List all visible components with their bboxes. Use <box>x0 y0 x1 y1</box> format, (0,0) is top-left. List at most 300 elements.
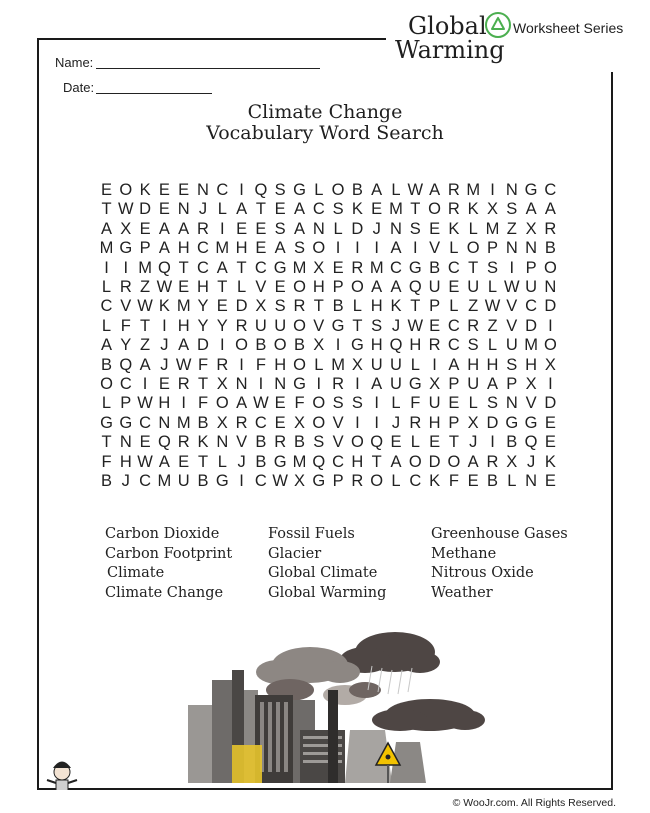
grid-letter[interactable]: B <box>100 355 112 374</box>
grid-letter[interactable]: P <box>448 413 460 432</box>
grid-letter[interactable]: E <box>255 239 267 258</box>
grid-letter[interactable]: E <box>544 413 556 432</box>
grid-letter[interactable]: J <box>391 316 401 335</box>
grid-letter[interactable]: L <box>449 297 459 316</box>
grid-letter[interactable]: K <box>197 433 209 452</box>
grid-letter[interactable]: V <box>506 297 518 316</box>
grid-letter[interactable]: O <box>293 316 306 335</box>
grid-letter[interactable]: E <box>448 278 460 296</box>
grid-letter[interactable]: G <box>524 413 538 432</box>
grid-letter[interactable]: K <box>158 297 170 316</box>
grid-letter[interactable]: C <box>100 297 113 316</box>
grid-letter[interactable]: W <box>253 394 269 413</box>
grid-letter[interactable]: U <box>370 355 383 374</box>
grid-letter[interactable]: U <box>177 472 190 490</box>
grid-letter[interactable]: M <box>331 355 345 374</box>
grid-letter[interactable]: G <box>293 375 306 393</box>
grid-letter[interactable]: O <box>273 336 287 355</box>
grid-letter[interactable]: F <box>101 452 112 471</box>
grid-letter[interactable]: S <box>486 258 498 277</box>
grid-letter[interactable]: G <box>408 375 422 393</box>
grid-letter[interactable]: B <box>197 472 209 490</box>
grid-letter[interactable]: M <box>485 219 500 238</box>
grid-letter[interactable]: Q <box>370 433 384 452</box>
grid-letter[interactable]: C <box>119 375 132 393</box>
grid-letter[interactable]: H <box>486 355 499 374</box>
grid-letter[interactable]: P <box>525 258 537 277</box>
grid-letter[interactable]: U <box>467 375 480 393</box>
grid-letter[interactable]: I <box>432 355 437 374</box>
grid-letter[interactable]: P <box>486 239 498 258</box>
grid-letter[interactable]: Z <box>140 336 151 355</box>
grid-letter[interactable]: Q <box>157 258 171 277</box>
grid-letter[interactable]: D <box>486 413 499 432</box>
grid-letter[interactable]: C <box>312 200 325 219</box>
grid-letter[interactable]: B <box>332 297 344 316</box>
grid-letter[interactable]: I <box>220 219 225 238</box>
grid-letter[interactable]: A <box>467 452 479 471</box>
grid-letter[interactable]: T <box>217 278 228 296</box>
grid-letter[interactable]: K <box>429 472 441 490</box>
grid-letter[interactable]: A <box>371 375 383 393</box>
grid-letter[interactable]: L <box>333 219 343 238</box>
grid-letter[interactable]: H <box>370 336 383 355</box>
grid-letter[interactable]: X <box>429 375 441 393</box>
grid-letter[interactable]: G <box>408 258 422 277</box>
grid-letter[interactable]: R <box>351 472 364 490</box>
grid-letter[interactable]: U <box>390 355 402 374</box>
grid-letter[interactable]: N <box>390 219 402 238</box>
grid-letter[interactable]: O <box>215 394 229 413</box>
grid-letter[interactable]: T <box>197 375 209 393</box>
grid-letter[interactable]: D <box>544 394 557 413</box>
grid-letter[interactable]: L <box>101 316 112 335</box>
grid-letter[interactable]: A <box>448 355 460 374</box>
grid-letter[interactable]: O <box>293 278 306 296</box>
grid-letter[interactable]: N <box>197 181 209 199</box>
grid-letter[interactable]: E <box>467 472 479 490</box>
grid-letter[interactable]: R <box>235 413 248 432</box>
grid-letter[interactable]: X <box>544 355 556 374</box>
grid-letter[interactable]: C <box>216 181 229 199</box>
grid-letter[interactable]: F <box>197 394 209 413</box>
grid-letter[interactable]: W <box>272 472 288 490</box>
grid-letter[interactable]: D <box>428 452 441 471</box>
grid-letter[interactable]: L <box>507 472 517 490</box>
grid-letter[interactable]: V <box>236 433 248 452</box>
grid-letter[interactable]: I <box>142 375 148 393</box>
grid-letter[interactable]: R <box>332 375 345 393</box>
grid-letter[interactable]: O <box>466 239 480 258</box>
grid-letter[interactable]: P <box>429 297 441 316</box>
grid-letter[interactable]: Y <box>197 316 209 335</box>
grid-letter[interactable]: G <box>524 181 538 199</box>
grid-letter[interactable]: I <box>413 239 418 258</box>
grid-letter[interactable]: D <box>544 297 557 316</box>
grid-letter[interactable]: Z <box>487 316 498 335</box>
grid-letter[interactable]: A <box>139 355 151 374</box>
grid-letter[interactable]: S <box>371 316 383 335</box>
grid-letter[interactable]: E <box>371 200 383 219</box>
grid-letter[interactable]: R <box>544 219 557 238</box>
grid-letter[interactable]: D <box>197 336 209 355</box>
grid-letter[interactable]: N <box>274 375 287 393</box>
grid-letter[interactable]: N <box>119 433 132 452</box>
grid-letter[interactable]: A <box>236 394 248 413</box>
grid-letter[interactable]: R <box>351 258 364 277</box>
grid-letter[interactable]: C <box>390 258 402 277</box>
grid-letter[interactable]: P <box>448 375 460 393</box>
grid-letter[interactable]: A <box>100 219 112 238</box>
grid-letter[interactable]: X <box>525 375 537 393</box>
grid-letter[interactable]: W <box>407 181 424 199</box>
grid-letter[interactable]: I <box>239 472 244 490</box>
grid-letter[interactable]: A <box>178 336 190 355</box>
grid-letter[interactable]: Z <box>468 297 479 316</box>
grid-letter[interactable]: D <box>525 316 538 335</box>
grid-letter[interactable]: L <box>468 394 478 413</box>
grid-letter[interactable]: T <box>236 258 247 277</box>
grid-letter[interactable]: J <box>372 219 381 238</box>
grid-letter[interactable]: I <box>162 316 167 335</box>
grid-letter[interactable]: I <box>374 239 379 258</box>
grid-letter[interactable]: Q <box>408 278 422 296</box>
grid-letter[interactable]: U <box>390 375 402 393</box>
grid-letter[interactable]: A <box>544 200 556 219</box>
grid-letter[interactable]: E <box>544 433 556 452</box>
grid-letter[interactable]: C <box>254 258 267 277</box>
grid-letter[interactable]: A <box>390 452 402 471</box>
grid-letter[interactable]: X <box>293 472 305 490</box>
grid-letter[interactable]: F <box>294 394 305 413</box>
grid-letter[interactable]: M <box>389 200 403 219</box>
grid-letter[interactable]: G <box>215 472 229 490</box>
grid-letter[interactable]: E <box>274 200 286 219</box>
grid-letter[interactable]: X <box>255 297 267 316</box>
grid-letter[interactable]: R <box>197 219 209 238</box>
grid-letter[interactable]: E <box>216 297 228 316</box>
grid-letter[interactable]: I <box>239 355 244 374</box>
grid-letter[interactable]: L <box>410 355 420 374</box>
grid-letter[interactable]: E <box>255 219 267 238</box>
grid-letter[interactable]: T <box>448 433 459 452</box>
grid-letter[interactable]: E <box>158 181 170 199</box>
grid-letter[interactable]: L <box>449 239 459 258</box>
grid-letter[interactable]: S <box>274 297 286 316</box>
grid-letter[interactable]: T <box>410 200 421 219</box>
grid-letter[interactable]: U <box>254 316 267 335</box>
grid-letter[interactable]: K <box>139 181 151 199</box>
grid-letter[interactable]: U <box>428 278 441 296</box>
grid-letter[interactable]: L <box>391 181 401 199</box>
grid-letter[interactable]: Q <box>524 433 538 452</box>
grid-letter[interactable]: I <box>335 336 341 355</box>
grid-letter[interactable]: T <box>197 452 209 471</box>
grid-letter[interactable]: E <box>178 452 190 471</box>
grid-letter[interactable]: C <box>409 472 422 490</box>
grid-letter[interactable]: B <box>293 336 305 355</box>
grid-letter[interactable]: N <box>525 472 538 490</box>
grid-letter[interactable]: B <box>506 433 518 452</box>
grid-letter[interactable]: T <box>352 316 363 335</box>
grid-letter[interactable]: G <box>273 258 287 277</box>
grid-letter[interactable]: O <box>350 278 364 296</box>
grid-letter[interactable]: O <box>447 452 461 471</box>
grid-letter[interactable]: V <box>332 413 344 432</box>
grid-letter[interactable]: W <box>137 452 153 471</box>
grid-letter[interactable]: O <box>312 413 326 432</box>
grid-letter[interactable]: X <box>525 219 537 238</box>
grid-letter[interactable]: M <box>99 239 114 258</box>
grid-letter[interactable]: T <box>255 200 266 219</box>
grid-letter[interactable]: L <box>217 200 227 219</box>
grid-letter[interactable]: J <box>526 452 536 471</box>
grid-letter[interactable]: B <box>100 472 112 490</box>
grid-letter[interactable]: W <box>504 278 520 296</box>
grid-letter[interactable]: Q <box>312 452 326 471</box>
grid-letter[interactable]: M <box>466 181 481 199</box>
grid-letter[interactable]: G <box>273 452 287 471</box>
grid-letter[interactable]: D <box>351 219 364 238</box>
grid-letter[interactable]: L <box>217 452 227 471</box>
grid-letter[interactable]: W <box>484 297 501 316</box>
grid-letter[interactable]: X <box>216 413 228 432</box>
grid-letter[interactable]: J <box>237 452 246 471</box>
grid-letter[interactable]: X <box>293 413 305 432</box>
grid-letter[interactable]: W <box>137 297 153 316</box>
grid-letter[interactable]: A <box>293 219 305 238</box>
grid-letter[interactable]: G <box>119 413 133 432</box>
grid-letter[interactable]: N <box>505 181 518 199</box>
grid-letter[interactable]: A <box>236 200 248 219</box>
grid-letter[interactable]: B <box>255 433 267 452</box>
grid-letter[interactable]: A <box>390 239 402 258</box>
grid-letter[interactable]: R <box>409 413 422 432</box>
grid-letter[interactable]: P <box>506 375 518 393</box>
grid-letter[interactable]: Z <box>140 278 151 296</box>
grid-letter[interactable]: F <box>120 316 131 335</box>
grid-letter[interactable]: A <box>390 278 402 296</box>
grid-letter[interactable]: A <box>371 181 383 199</box>
grid-letter[interactable]: S <box>486 394 498 413</box>
grid-letter[interactable]: H <box>274 355 287 374</box>
grid-letter[interactable]: L <box>487 278 498 296</box>
grid-letter[interactable]: C <box>332 452 345 471</box>
grid-letter[interactable]: B <box>486 472 498 490</box>
grid-letter[interactable]: O <box>350 433 364 452</box>
grid-letter[interactable]: O <box>331 181 345 199</box>
grid-letter[interactable]: U <box>505 336 518 355</box>
grid-letter[interactable]: M <box>369 258 384 277</box>
grid-letter[interactable]: Q <box>157 433 171 452</box>
grid-letter[interactable]: A <box>158 219 170 238</box>
grid-letter[interactable]: E <box>178 278 190 296</box>
grid-letter[interactable]: W <box>175 355 192 374</box>
grid-letter[interactable]: N <box>177 200 190 219</box>
grid-letter[interactable]: U <box>467 278 480 296</box>
grid-letter[interactable]: B <box>429 258 441 277</box>
grid-letter[interactable]: Y <box>120 336 132 355</box>
grid-letter[interactable]: N <box>235 375 248 393</box>
grid-letter[interactable]: X <box>506 452 518 471</box>
grid-letter[interactable]: S <box>506 200 518 219</box>
grid-letter[interactable]: F <box>197 355 209 374</box>
grid-letter[interactable]: A <box>274 239 286 258</box>
grid-letter[interactable]: I <box>239 181 244 199</box>
grid-letter[interactable]: L <box>391 472 401 490</box>
grid-letter[interactable]: I <box>123 258 129 277</box>
grid-letter[interactable]: N <box>312 219 325 238</box>
grid-letter[interactable]: N <box>216 433 229 452</box>
grid-letter[interactable]: Q <box>119 355 133 374</box>
grid-letter[interactable]: T <box>468 258 479 277</box>
grid-letter[interactable]: S <box>332 394 344 413</box>
grid-letter[interactable]: K <box>351 200 363 219</box>
grid-letter[interactable]: I <box>490 433 495 452</box>
grid-letter[interactable]: J <box>160 355 169 374</box>
grid-letter[interactable]: E <box>448 394 460 413</box>
grid-letter[interactable]: J <box>391 413 401 432</box>
grid-letter[interactable]: A <box>525 200 537 219</box>
grid-letter[interactable]: A <box>216 258 228 277</box>
grid-letter[interactable]: R <box>177 433 190 452</box>
grid-letter[interactable]: T <box>371 452 382 471</box>
grid-letter[interactable]: E <box>274 413 286 432</box>
grid-letter[interactable]: V <box>525 394 537 413</box>
grid-letter[interactable]: O <box>543 258 557 277</box>
grid-letter[interactable]: I <box>374 394 379 413</box>
grid-letter[interactable]: C <box>197 239 209 258</box>
grid-letter[interactable]: A <box>178 219 190 238</box>
grid-letter[interactable]: H <box>177 239 190 258</box>
grid-letter[interactable]: T <box>178 258 189 277</box>
grid-letter[interactable]: L <box>314 181 324 199</box>
grid-letter[interactable]: X <box>313 258 325 277</box>
grid-letter[interactable]: G <box>119 239 133 258</box>
grid-letter[interactable]: I <box>548 316 553 335</box>
grid-letter[interactable]: T <box>101 433 112 452</box>
grid-letter[interactable]: H <box>351 452 364 471</box>
grid-letter[interactable]: O <box>408 452 422 471</box>
grid-letter[interactable]: J <box>469 433 478 452</box>
grid-letter[interactable]: B <box>351 181 363 199</box>
grid-letter[interactable]: O <box>100 375 113 393</box>
grid-letter[interactable]: L <box>101 394 112 413</box>
grid-letter[interactable]: B <box>255 452 267 471</box>
grid-letter[interactable]: H <box>119 452 132 471</box>
grid-letter[interactable]: R <box>177 375 190 393</box>
grid-letter[interactable]: R <box>119 278 132 296</box>
grid-letter[interactable]: N <box>544 278 557 296</box>
grid-letter[interactable]: I <box>316 375 322 393</box>
grid-letter[interactable]: S <box>506 355 518 374</box>
grid-letter[interactable]: B <box>197 413 209 432</box>
grid-letter[interactable]: M <box>138 258 152 277</box>
grid-letter[interactable]: M <box>157 472 172 490</box>
grid-letter[interactable]: G <box>350 336 364 355</box>
grid-letter[interactable]: D <box>235 297 248 316</box>
grid-letter[interactable]: C <box>197 258 209 277</box>
grid-letter[interactable]: C <box>447 336 460 355</box>
grid-letter[interactable]: V <box>429 239 441 258</box>
grid-letter[interactable]: D <box>139 200 152 219</box>
grid-letter[interactable]: A <box>293 200 305 219</box>
grid-letter[interactable]: E <box>236 219 248 238</box>
grid-letter[interactable]: O <box>428 200 442 219</box>
grid-letter[interactable]: P <box>332 472 344 490</box>
grid-letter[interactable]: I <box>548 375 553 393</box>
grid-letter[interactable]: J <box>160 336 169 355</box>
grid-letter[interactable]: R <box>447 181 460 199</box>
grid-letter[interactable]: S <box>313 433 325 452</box>
grid-letter[interactable]: L <box>314 355 324 374</box>
grid-letter[interactable]: S <box>409 219 421 238</box>
grid-letter[interactable]: G <box>331 316 345 335</box>
grid-letter[interactable]: G <box>505 413 519 432</box>
grid-letter[interactable]: Y <box>197 297 209 316</box>
grid-letter[interactable]: S <box>293 239 305 258</box>
grid-letter[interactable]: G <box>293 181 306 199</box>
grid-letter[interactable]: I <box>335 239 341 258</box>
grid-letter[interactable]: A <box>100 336 112 355</box>
grid-letter[interactable]: H <box>158 394 171 413</box>
grid-letter[interactable]: B <box>255 336 267 355</box>
grid-letter[interactable]: E <box>429 219 441 238</box>
grid-letter[interactable]: P <box>332 278 344 296</box>
grid-letter[interactable]: R <box>274 433 287 452</box>
grid-letter[interactable]: X <box>467 413 479 432</box>
grid-letter[interactable]: W <box>137 394 153 413</box>
grid-letter[interactable]: W <box>407 316 424 335</box>
grid-letter[interactable]: K <box>544 452 556 471</box>
grid-letter[interactable]: K <box>448 219 460 238</box>
grid-letter[interactable]: V <box>120 297 132 316</box>
grid-letter[interactable]: L <box>410 433 420 452</box>
grid-letter[interactable]: H <box>312 278 325 296</box>
grid-letter[interactable]: R <box>293 297 306 316</box>
grid-letter[interactable]: V <box>506 316 518 335</box>
name-input-line[interactable] <box>96 68 320 69</box>
grid-letter[interactable]: U <box>428 394 441 413</box>
grid-letter[interactable]: C <box>525 297 538 316</box>
grid-letter[interactable]: I <box>355 375 360 393</box>
grid-letter[interactable]: M <box>215 239 230 258</box>
grid-letter[interactable]: C <box>139 413 152 432</box>
grid-letter[interactable]: O <box>312 239 326 258</box>
grid-letter[interactable]: K <box>390 297 402 316</box>
grid-letter[interactable]: H <box>197 278 209 296</box>
grid-letter[interactable]: E <box>178 181 190 199</box>
grid-letter[interactable]: Q <box>254 181 268 199</box>
grid-letter[interactable]: K <box>467 200 479 219</box>
grid-letter[interactable]: C <box>139 472 152 490</box>
grid-letter[interactable]: E <box>429 316 441 335</box>
grid-letter[interactable]: L <box>101 278 112 296</box>
grid-letter[interactable]: L <box>352 297 362 316</box>
grid-letter[interactable]: Q <box>389 336 403 355</box>
grid-letter[interactable]: H <box>409 336 422 355</box>
grid-letter[interactable]: E <box>139 219 151 238</box>
grid-letter[interactable]: I <box>355 239 360 258</box>
grid-letter[interactable]: X <box>486 200 498 219</box>
grid-letter[interactable]: M <box>292 258 307 277</box>
grid-letter[interactable]: N <box>525 239 538 258</box>
grid-letter[interactable]: S <box>274 181 286 199</box>
grid-letter[interactable]: M <box>176 413 191 432</box>
grid-letter[interactable]: O <box>293 355 306 374</box>
grid-letter[interactable]: E <box>332 258 344 277</box>
grid-letter[interactable]: T <box>101 200 112 219</box>
